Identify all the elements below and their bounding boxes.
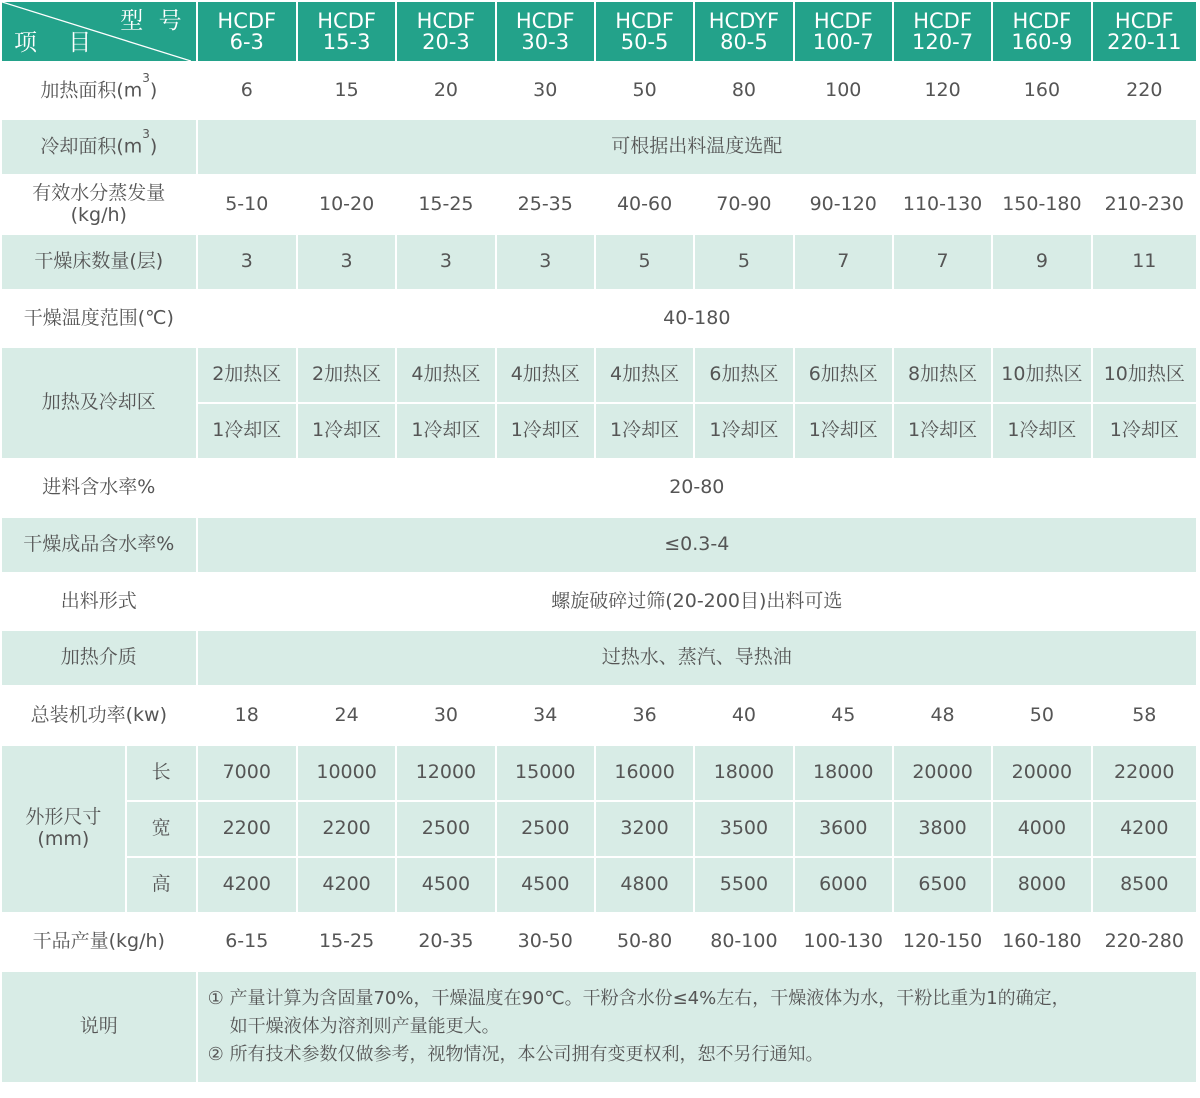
width-value: 2200 xyxy=(198,802,296,856)
discharge-row xyxy=(2,574,1196,629)
corner-item-label: 项 目 xyxy=(14,30,104,56)
layers-value: 5 xyxy=(695,235,792,289)
dimensions-label xyxy=(2,746,125,912)
model-size: 100-7 xyxy=(812,29,874,54)
model-header xyxy=(993,2,1090,61)
heating-area-value: 6 xyxy=(198,63,296,118)
length-value: 18000 xyxy=(695,746,792,800)
cooling-zone-value: 1冷却区 xyxy=(198,404,296,458)
evaporation-value: 210-230 xyxy=(1093,176,1196,233)
length-label: 长 xyxy=(127,746,196,800)
length-value: 22000 xyxy=(1093,746,1196,800)
power-value: 45 xyxy=(795,687,892,744)
length-value: 20000 xyxy=(894,746,991,800)
cooling-zone-value: 1冷却区 xyxy=(298,404,395,458)
model-size: 120-7 xyxy=(912,29,974,54)
power-value: 48 xyxy=(894,687,991,744)
power-value: 24 xyxy=(298,687,395,744)
notes-label: 说明 xyxy=(2,972,196,1082)
model-series: HCDF xyxy=(813,8,873,33)
layers-value: 3 xyxy=(497,235,594,289)
heating-area-label: 加热面积(m xyxy=(40,79,143,102)
unit-exponent: 3 xyxy=(142,70,150,85)
temp-range-label: 干燥温度范围(℃) xyxy=(2,291,196,346)
heating-area-value: 220 xyxy=(1093,63,1196,118)
layers-value: 7 xyxy=(894,235,991,289)
height-value: 6000 xyxy=(795,858,892,912)
heating-area-value: 100 xyxy=(795,63,892,118)
length-value: 12000 xyxy=(397,746,494,800)
model-series: HCDF xyxy=(416,8,476,33)
evaporation-unit: (kg/h) xyxy=(70,203,127,226)
model-header xyxy=(596,2,693,61)
height-value: 4500 xyxy=(497,858,594,912)
cooling-zone-value: 1冷却区 xyxy=(397,404,494,458)
output-value: 100-130 xyxy=(795,914,892,970)
layers-value: 11 xyxy=(1093,235,1196,289)
width-value: 3600 xyxy=(795,802,892,856)
model-header xyxy=(198,2,296,61)
layers-value: 7 xyxy=(795,235,892,289)
power-label: 总装机功率(kw) xyxy=(2,687,196,744)
power-value: 58 xyxy=(1093,687,1196,744)
feed-moisture-label: 进料含水率% xyxy=(2,460,196,516)
power-value: 50 xyxy=(993,687,1090,744)
evaporation-label: 有效水分蒸发量 xyxy=(32,181,166,204)
output-value: 20-35 xyxy=(397,914,494,970)
heating-zone-value: 6加热区 xyxy=(795,348,892,402)
temp-range-row xyxy=(2,291,1196,346)
height-value: 4200 xyxy=(298,858,395,912)
heating-zone-value: 10加热区 xyxy=(993,348,1090,402)
note-line-2: 如干燥液体为溶剂则产量能更大。 xyxy=(229,1016,500,1037)
zones-heating-row xyxy=(2,348,1196,402)
length-value: 16000 xyxy=(596,746,693,800)
output-value: 120-150 xyxy=(894,914,991,970)
output-value: 220-280 xyxy=(1093,914,1196,970)
heating-area-value: 30 xyxy=(497,63,594,118)
model-size: 220-11 xyxy=(1107,29,1182,54)
feed-moisture-row xyxy=(2,460,1196,516)
layers-value: 5 xyxy=(596,235,693,289)
cooling-zone-value: 1冷却区 xyxy=(993,404,1090,458)
height-value: 4500 xyxy=(397,858,494,912)
output-value: 80-100 xyxy=(695,914,792,970)
product-moisture-row xyxy=(2,518,1196,572)
product-moisture-value: ≤0.3-4 xyxy=(198,518,1196,572)
evaporation-value: 70-90 xyxy=(695,176,792,233)
heating-zone-value: 10加热区 xyxy=(1093,348,1196,402)
length-value: 20000 xyxy=(993,746,1090,800)
heating-zone-value: 4加热区 xyxy=(397,348,494,402)
length-row xyxy=(2,746,1196,800)
heating-zone-value: 2加热区 xyxy=(198,348,296,402)
dimensions-label-text: 外形尺寸 xyxy=(25,806,102,829)
power-value: 40 xyxy=(695,687,792,744)
power-value: 36 xyxy=(596,687,693,744)
evaporation-value: 15-25 xyxy=(397,176,494,233)
evaporation-value: 5-10 xyxy=(198,176,296,233)
corner-model-label: 型 号 xyxy=(120,8,186,34)
length-value: 10000 xyxy=(298,746,395,800)
temp-range-value: 40-180 xyxy=(198,291,1196,346)
layers-value: 3 xyxy=(198,235,296,289)
product-moisture-label: 干燥成品含水率% xyxy=(2,518,196,572)
model-series: HCDF xyxy=(1114,8,1174,33)
model-header xyxy=(795,2,892,61)
model-series: HCDF xyxy=(515,8,575,33)
width-value: 4200 xyxy=(1093,802,1196,856)
length-value: 7000 xyxy=(198,746,296,800)
power-value: 34 xyxy=(497,687,594,744)
cooling-zone-value: 1冷却区 xyxy=(596,404,693,458)
width-label: 宽 xyxy=(127,802,196,856)
width-value: 3200 xyxy=(596,802,693,856)
heating-area-row xyxy=(2,63,1196,118)
header-row xyxy=(2,2,1196,61)
corner-cell xyxy=(2,2,196,61)
height-value: 8000 xyxy=(993,858,1090,912)
medium-value: 过热水、蒸汽、导热油 xyxy=(198,631,1196,685)
model-size: 30-3 xyxy=(521,29,570,54)
heating-area-value: 15 xyxy=(298,63,395,118)
width-value: 2500 xyxy=(497,802,594,856)
cooling-zone-value: 1冷却区 xyxy=(695,404,792,458)
row-label xyxy=(2,120,196,174)
width-value: 3500 xyxy=(695,802,792,856)
dimensions-unit: (mm) xyxy=(37,828,90,850)
heating-zone-value: 2加热区 xyxy=(298,348,395,402)
model-size: 80-5 xyxy=(720,29,768,54)
model-header xyxy=(894,2,991,61)
layers-value: 9 xyxy=(993,235,1090,289)
model-size: 20-3 xyxy=(422,29,470,54)
height-value: 4800 xyxy=(596,858,693,912)
model-series: HCDF xyxy=(317,8,376,33)
cooling-area-value: 可根据出料温度选配 xyxy=(198,120,1196,174)
cooling-zone-value: 1冷却区 xyxy=(1093,404,1196,458)
cooling-area-row xyxy=(2,120,1196,174)
heating-area-value: 80 xyxy=(695,63,792,118)
height-row xyxy=(2,858,1196,912)
model-header xyxy=(1093,2,1196,61)
evaporation-value: 150-180 xyxy=(993,176,1090,233)
heating-zone-value: 4加热区 xyxy=(497,348,594,402)
output-value: 15-25 xyxy=(298,914,395,970)
notes-text xyxy=(198,972,1196,1082)
model-size: 15-3 xyxy=(322,29,371,54)
output-row xyxy=(2,914,1196,970)
model-series: HCDF xyxy=(217,8,277,33)
height-value: 8500 xyxy=(1093,858,1196,912)
height-value: 6500 xyxy=(894,858,991,912)
zones-label: 加热及冷却区 xyxy=(2,348,196,458)
heating-zone-value: 8加热区 xyxy=(894,348,991,402)
model-header xyxy=(397,2,494,61)
model-size: 6-3 xyxy=(229,29,264,54)
width-value: 4000 xyxy=(993,802,1090,856)
layers-value: 3 xyxy=(397,235,494,289)
note-line-1: ① 产量计算为含固量70%，干燥温度在90℃。干粉含水份≤4%左右，干燥液体为水，干粉比重为1的确定， xyxy=(207,988,1070,1009)
width-row xyxy=(2,802,1196,856)
output-value: 160-180 xyxy=(993,914,1090,970)
model-header xyxy=(298,2,395,61)
cooling-zone-value: 1冷却区 xyxy=(497,404,594,458)
heating-area-value: 120 xyxy=(894,63,991,118)
row-label xyxy=(2,63,196,118)
power-value: 18 xyxy=(198,687,296,744)
height-value: 4200 xyxy=(198,858,296,912)
label-close: ) xyxy=(149,135,158,158)
output-label: 干品产量(kg/h) xyxy=(2,914,196,970)
model-series: HCDF xyxy=(1012,8,1072,33)
heating-area-value: 160 xyxy=(993,63,1090,118)
length-value: 15000 xyxy=(497,746,594,800)
evaporation-value: 110-130 xyxy=(894,176,991,233)
model-size: 160-9 xyxy=(1011,29,1073,54)
model-series: HCDF xyxy=(615,8,674,33)
cooling-area-label: 冷却面积(m xyxy=(40,135,143,158)
model-series: HCDF xyxy=(913,8,972,33)
power-row xyxy=(2,687,1196,744)
medium-row xyxy=(2,631,1196,685)
row-label xyxy=(2,176,196,233)
label-close: ) xyxy=(149,79,158,102)
model-header xyxy=(497,2,594,61)
heating-area-value: 20 xyxy=(397,63,494,118)
heating-zone-value: 4加热区 xyxy=(596,348,693,402)
width-value: 2500 xyxy=(397,802,494,856)
layers-label: 干燥床数量(层) xyxy=(2,235,196,289)
heating-area-value: 50 xyxy=(596,63,693,118)
output-value: 50-80 xyxy=(596,914,693,970)
width-value: 3800 xyxy=(894,802,991,856)
height-value: 5500 xyxy=(695,858,792,912)
length-value: 18000 xyxy=(795,746,892,800)
cooling-zone-value: 1冷却区 xyxy=(795,404,892,458)
discharge-value: 螺旋破碎过筛(20-200目)出料可选 xyxy=(198,574,1196,629)
notes-row xyxy=(2,972,1196,1082)
medium-label: 加热介质 xyxy=(2,631,196,685)
height-label: 高 xyxy=(127,858,196,912)
model-series: HCDYF xyxy=(708,8,780,33)
evaporation-value: 40-60 xyxy=(596,176,693,233)
model-header xyxy=(695,2,792,61)
evaporation-row xyxy=(2,176,1196,233)
heating-zone-value: 6加热区 xyxy=(695,348,792,402)
layers-row xyxy=(2,235,1196,289)
layers-value: 3 xyxy=(298,235,395,289)
evaporation-value: 90-120 xyxy=(795,176,892,233)
output-value: 30-50 xyxy=(497,914,594,970)
cooling-zone-value: 1冷却区 xyxy=(894,404,991,458)
feed-moisture-value: 20-80 xyxy=(198,460,1196,516)
evaporation-value: 10-20 xyxy=(298,176,395,233)
width-value: 2200 xyxy=(298,802,395,856)
discharge-label: 出料形式 xyxy=(2,574,196,629)
model-size: 50-5 xyxy=(620,29,669,54)
note-line-3: ② 所有技术参数仅做参考，视物情况，本公司拥有变更权利，恕不另行通知。 xyxy=(207,1044,824,1065)
output-value: 6-15 xyxy=(198,914,296,970)
power-value: 30 xyxy=(397,687,494,744)
unit-exponent: 3 xyxy=(142,127,150,142)
evaporation-value: 25-35 xyxy=(497,176,594,233)
